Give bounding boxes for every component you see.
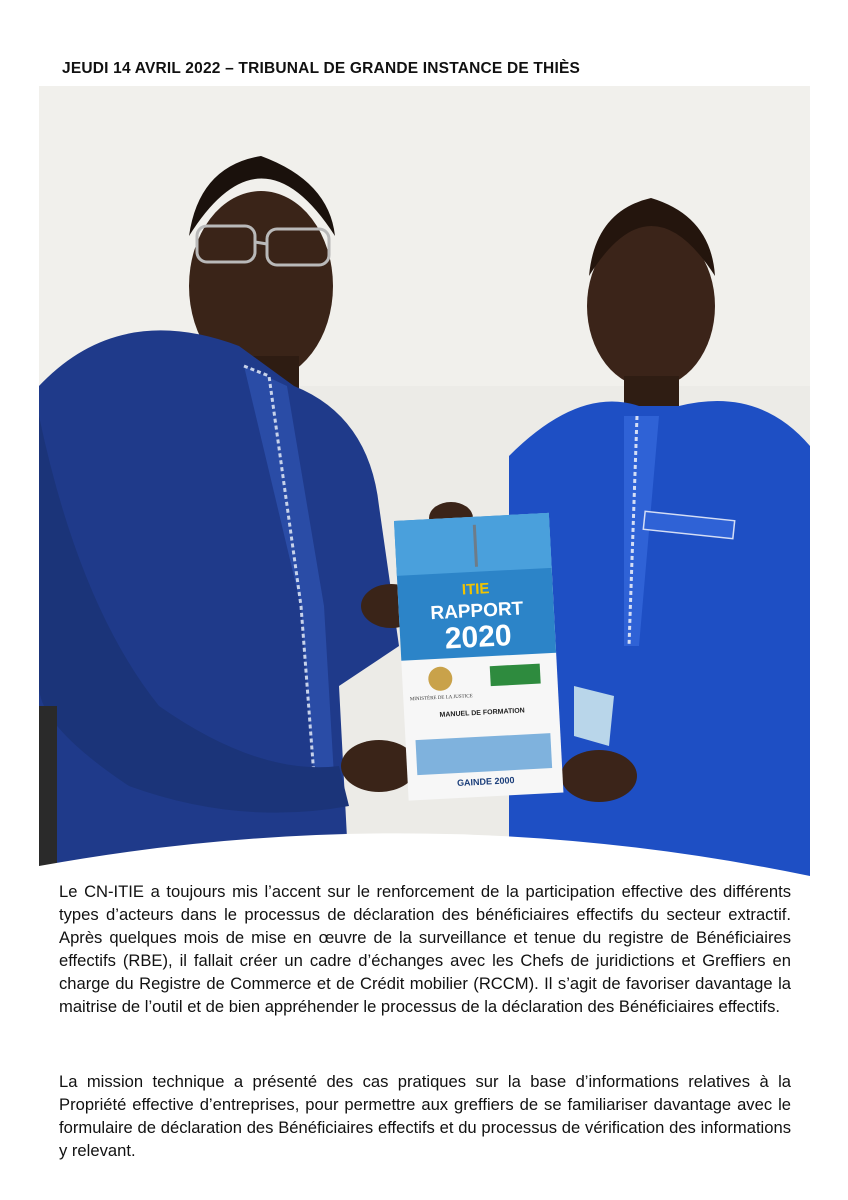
- report-title: RAPPORT: [429, 598, 524, 625]
- report-vendor: GAINDE 2000: [456, 775, 515, 789]
- event-photo: [39, 86, 810, 876]
- body-paragraph-2: La mission technique a présenté des cas pratiques sur la base d’informations relatives à la Propriété effective d’entreprises, pour permettre aux greffiers de se familiariser davantage avec le formulaire de déclaration des Bénéficiaires effectifs et du processus de vérification des informations y relevant.: [59, 1072, 791, 1160]
- report-ministry: MINISTÈRE DE LA JUSTICE: [409, 694, 473, 703]
- body-paragraph-1: Le CN-ITIE a toujours mis l’accent sur le renforcement de la participation effective des différents types d’acteurs dans le processus de déclaration des bénéficiaires effectifs du secteur extractif. Après quelques mois de mise en œuvre de la surveillance et tenue du registre de Bénéficiaires effectifs (RBE), il fallait créer un cadre d’échanges avec les Chefs de juridictions et Greffiers en charge du Registre de Commerce et de Crédit mobilier (RCCM). Il s’agit de favoriser davantage la maitrise de l’outil et de bien appréhender le processus de la déclaration des Bénéficiaires effectifs.: [59, 882, 791, 1016]
- page-header: JEUDI 14 AVRIL 2022 – TRIBUNAL DE GRANDE INSTANCE DE THIÈS: [62, 60, 581, 77]
- report-year: 2020: [444, 619, 513, 656]
- report-manual-title: MANUEL DE FORMATION: [439, 707, 525, 719]
- photo-curve-mask: [39, 86, 810, 876]
- report-logo-text: ITIE: [461, 580, 490, 599]
